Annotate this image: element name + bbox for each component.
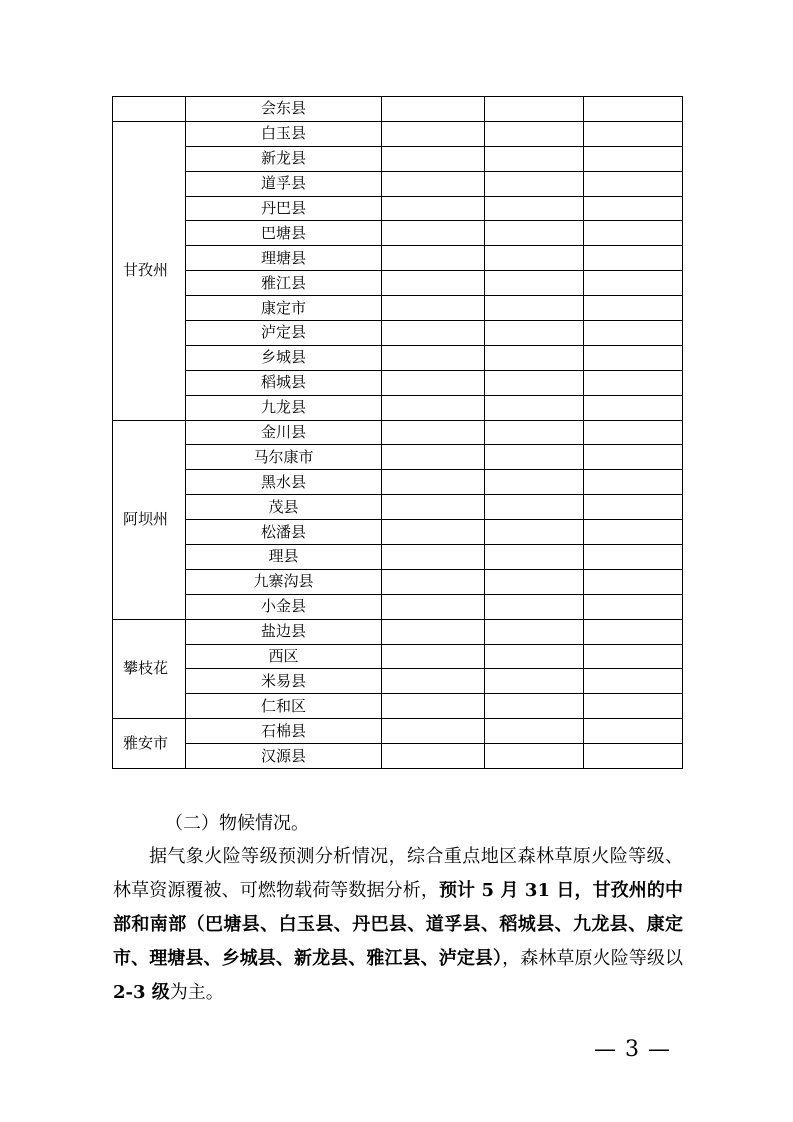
paragraph-text-2: ，森林草原火险等级以 [502,948,684,969]
region-cell: 阿坝州 [113,420,186,619]
empty-cell [584,619,683,644]
empty-cell [584,271,683,296]
empty-cell [584,97,683,122]
county-cell: 米易县 [186,669,382,694]
county-cell: 九寨沟县 [186,569,382,594]
paragraph-bold-1: 预计 5 月 31 日，甘孜州的中部和南部（巴塘县、白玉县、丹巴县、道孚县、稻城县、九龙县、康定市、理塘县、乡城县、新龙县、雅江县、泸定县） [113,880,684,969]
empty-cell [584,146,683,171]
empty-cell [485,470,584,495]
empty-cell [485,669,584,694]
region-cell: 雅安市 [113,719,186,769]
county-cell: 丹巴县 [186,196,382,221]
empty-cell [584,171,683,196]
empty-cell [485,420,584,445]
empty-cell [485,569,584,594]
empty-cell [584,669,683,694]
table-row [113,370,683,395]
empty-cell [485,545,584,570]
county-cell: 会东县 [186,97,382,122]
county-cell: 巴塘县 [186,221,382,246]
empty-cell [382,171,485,196]
empty-cell [485,221,584,246]
empty-cell [584,321,683,346]
table-row [113,321,683,346]
empty-cell [485,171,584,196]
empty-cell [584,296,683,321]
county-cell: 理县 [186,545,382,570]
table-row [113,445,683,470]
empty-cell [382,445,485,470]
county-cell: 康定市 [186,296,382,321]
empty-cell [382,545,485,570]
empty-cell [584,744,683,769]
paragraph-bold-2: 2-3 级 [113,982,170,1003]
table-row [113,495,683,520]
empty-cell [584,345,683,370]
county-cell: 乡城县 [186,345,382,370]
region-cell: 甘孜州 [113,121,186,420]
empty-cell [485,370,584,395]
county-cell: 泸定县 [186,321,382,346]
table-row [113,271,683,296]
region-cell [113,97,186,122]
empty-cell [485,594,584,619]
empty-cell [485,121,584,146]
table-row [113,121,683,146]
empty-cell [382,470,485,495]
empty-cell [485,694,584,719]
county-cell: 雅江县 [186,271,382,296]
empty-cell [382,644,485,669]
empty-cell [382,246,485,271]
table-row [113,221,683,246]
table-row [113,694,683,719]
empty-cell [382,420,485,445]
empty-cell [584,694,683,719]
empty-cell [382,619,485,644]
empty-cell [485,296,584,321]
empty-cell [382,121,485,146]
county-cell: 松潘县 [186,520,382,545]
empty-cell [382,296,485,321]
empty-cell [584,569,683,594]
empty-cell [382,271,485,296]
county-cell: 白玉县 [186,121,382,146]
county-cell: 小金县 [186,594,382,619]
empty-cell [382,569,485,594]
table-row [113,246,683,271]
county-cell: 石棉县 [186,719,382,744]
empty-cell [382,370,485,395]
county-cell: 茂县 [186,495,382,520]
county-cell: 九龙县 [186,395,382,420]
empty-cell [584,545,683,570]
county-cell: 新龙县 [186,146,382,171]
empty-cell [382,321,485,346]
county-cell: 道孚县 [186,171,382,196]
empty-cell [485,395,584,420]
empty-cell [584,594,683,619]
paragraph-text-3: 为主。 [169,982,224,1003]
empty-cell [584,370,683,395]
county-cell: 汉源县 [186,744,382,769]
region-cell: 攀枝花 [113,619,186,719]
county-cell: 金川县 [186,420,382,445]
county-cell: 仁和区 [186,694,382,719]
empty-cell [485,520,584,545]
table-row [113,97,683,122]
county-cell: 黑水县 [186,470,382,495]
empty-cell [382,345,485,370]
table-row [113,395,683,420]
county-cell: 马尔康市 [186,445,382,470]
empty-cell [584,495,683,520]
table-row [113,744,683,769]
empty-cell [584,719,683,744]
forecast-paragraph [113,840,683,1010]
empty-cell [382,694,485,719]
table-row [113,545,683,570]
table-row [113,719,683,744]
empty-cell [584,420,683,445]
table-row [113,296,683,321]
table-row [113,520,683,545]
county-cell: 理塘县 [186,246,382,271]
table-row [113,470,683,495]
empty-cell [584,121,683,146]
empty-cell [485,744,584,769]
table-row [113,420,683,445]
table-row [113,669,683,694]
county-cell: 稻城县 [186,370,382,395]
page-number: — 3 — [594,1037,671,1062]
empty-cell [382,744,485,769]
empty-cell [485,345,584,370]
fire-risk-table [112,96,683,769]
empty-cell [584,520,683,545]
empty-cell [485,271,584,296]
empty-cell [584,470,683,495]
empty-cell [485,321,584,346]
empty-cell [584,196,683,221]
empty-cell [382,594,485,619]
empty-cell [485,196,584,221]
table-row [113,345,683,370]
empty-cell [382,221,485,246]
empty-cell [485,644,584,669]
table-body [113,97,683,769]
empty-cell [382,719,485,744]
empty-cell [584,246,683,271]
table-row [113,594,683,619]
empty-cell [485,619,584,644]
empty-cell [382,395,485,420]
county-cell: 西区 [186,644,382,669]
empty-cell [485,495,584,520]
empty-cell [382,520,485,545]
empty-cell [382,196,485,221]
empty-cell [584,395,683,420]
empty-cell [485,246,584,271]
table-row [113,196,683,221]
empty-cell [584,445,683,470]
paragraph-text-1: 据气象火险等级预测分析情况，综合重点地区森林草原火险等级、林草资源覆被、可燃物载荷等数据分析， [113,846,683,901]
empty-cell [485,445,584,470]
empty-cell [485,97,584,122]
empty-cell [382,146,485,171]
empty-cell [584,221,683,246]
table-row [113,569,683,594]
empty-cell [485,146,584,171]
empty-cell [382,97,485,122]
empty-cell [485,719,584,744]
county-cell: 盐边县 [186,619,382,644]
table-row [113,146,683,171]
table-row [113,644,683,669]
empty-cell [584,644,683,669]
section-heading: （二）物候情况。 [165,813,309,834]
table-row [113,171,683,196]
empty-cell [382,669,485,694]
table-row [113,619,683,644]
empty-cell [382,495,485,520]
